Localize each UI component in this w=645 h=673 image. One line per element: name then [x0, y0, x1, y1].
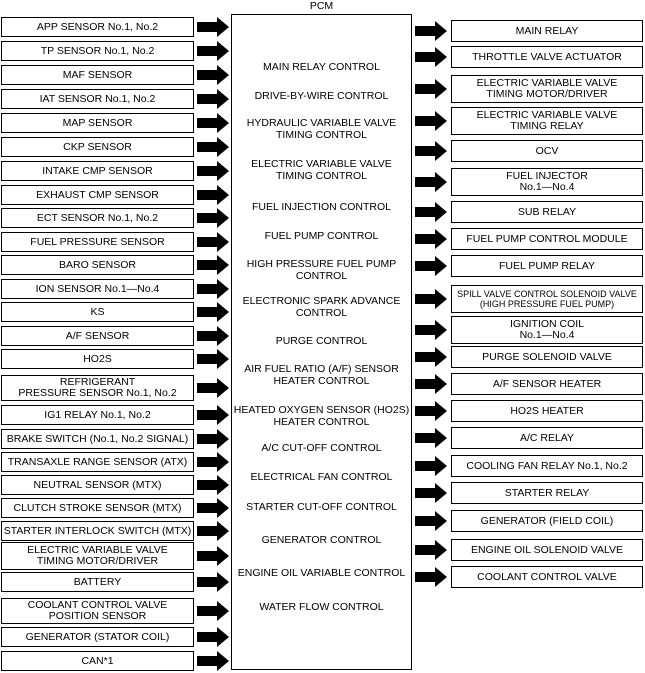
input-box: TP SENSOR No.1, No.2: [1, 41, 194, 61]
output-box: ENGINE OIL SOLENOID VALVE: [451, 539, 643, 561]
input-box: CKP SENSOR: [1, 137, 194, 157]
input-arrow-icon: [197, 65, 229, 85]
input-box: FUEL PRESSURE SENSOR: [1, 232, 194, 252]
input-arrow-icon: [197, 113, 229, 133]
output-box: A/F SENSOR HEATER: [451, 373, 643, 395]
output-box: FUEL INJECTOR No.1—No.4: [451, 168, 643, 196]
output-arrow-icon: [415, 79, 447, 99]
pcm-control-label: HEATED OXYGEN SENSOR (HO2S) HEATER CONTROL: [233, 404, 410, 428]
input-box: HO2S: [1, 349, 194, 369]
output-box: FUEL PUMP RELAY: [451, 255, 643, 277]
input-box: CLUTCH STROKE SENSOR (MTX): [1, 498, 194, 518]
pcm-control-label: WATER FLOW CONTROL: [259, 601, 384, 613]
output-arrow-icon: [415, 47, 447, 67]
pcm-control-label: HIGH PRESSURE FUEL PUMP CONTROL: [246, 258, 397, 282]
pcm-control-label: HYDRAULIC VARIABLE VALVE TIMING CONTROL: [246, 117, 397, 141]
output-box: MAIN RELAY: [451, 20, 643, 42]
output-arrow-icon: [415, 567, 447, 587]
input-box: ION SENSOR No.1—No.4: [1, 279, 194, 299]
output-box: HO2S HEATER: [451, 400, 643, 422]
input-arrow-icon: [197, 41, 229, 61]
output-arrow-icon: [415, 111, 447, 131]
pcm-title: PCM: [309, 0, 334, 12]
output-box: COOLING FAN RELAY No.1, No.2: [451, 455, 643, 477]
input-arrow-icon: [197, 601, 229, 621]
input-arrow-icon: [197, 651, 229, 671]
input-arrow-icon: [197, 546, 229, 566]
output-arrow-icon: [415, 456, 447, 476]
input-arrow-icon: [197, 429, 229, 449]
input-box: KS: [1, 302, 194, 322]
pcm-control-label: FUEL PUMP CONTROL: [264, 230, 379, 242]
output-box: ELECTRIC VARIABLE VALVE TIMING RELAY: [451, 107, 643, 135]
input-arrow-icon: [197, 137, 229, 157]
input-box: IG1 RELAY No.1, No.2: [1, 405, 194, 425]
pcm-control-label: GENERATOR CONTROL: [261, 534, 382, 546]
input-box: CAN*1: [1, 651, 194, 671]
output-box: COOLANT CONTROL VALVE: [451, 566, 643, 588]
pcm-control-label: ELECTRIC VARIABLE VALVE TIMING CONTROL: [251, 158, 392, 182]
input-box: BARO SENSOR: [1, 255, 194, 275]
input-box: EXHAUST CMP SENSOR: [1, 185, 194, 205]
input-box: NEUTRAL SENSOR (MTX): [1, 475, 194, 495]
output-box: IGNITION COIL No.1—No.4: [451, 316, 643, 344]
input-arrow-icon: [197, 255, 229, 275]
output-arrow-icon: [415, 229, 447, 249]
input-arrow-icon: [197, 349, 229, 369]
pcm-control-label: STARTER CUT-OFF CONTROL: [246, 501, 397, 513]
input-arrow-icon: [197, 452, 229, 472]
pcm-control-label: FUEL INJECTION CONTROL: [251, 201, 392, 213]
input-box: INTAKE CMP SENSOR: [1, 161, 194, 181]
output-box: A/C RELAY: [451, 427, 643, 449]
output-arrow-icon: [415, 511, 447, 531]
input-box: COOLANT CONTROL VALVE POSITION SENSOR: [1, 598, 194, 624]
output-arrow-icon: [415, 21, 447, 41]
input-arrow-icon: [197, 627, 229, 647]
input-box: MAF SENSOR: [1, 65, 194, 85]
input-arrow-icon: [197, 161, 229, 181]
input-box: TRANSAXLE RANGE SENSOR (ATX): [1, 452, 194, 472]
pcm-control-label: AIR FUEL RATIO (A/F) SENSOR HEATER CONTROL: [244, 363, 399, 387]
pcm-control-label: MAIN RELAY CONTROL: [263, 61, 380, 73]
output-arrow-icon: [415, 347, 447, 367]
input-arrow-icon: [197, 326, 229, 346]
input-arrow-icon: [197, 475, 229, 495]
input-box: ECT SENSOR No.1, No.2: [1, 208, 194, 228]
output-arrow-icon: [415, 483, 447, 503]
input-box: IAT SENSOR No.1, No.2: [1, 89, 194, 109]
output-arrow-icon: [415, 289, 447, 309]
pcm-control-label: ELECTRICAL FAN CONTROL: [250, 471, 393, 483]
output-arrow-icon: [415, 540, 447, 560]
pcm-control-label: PURGE CONTROL: [275, 335, 368, 347]
input-arrow-icon: [197, 378, 229, 398]
input-arrow-icon: [197, 302, 229, 322]
input-box: GENERATOR (STATOR COIL): [1, 627, 194, 647]
input-arrow-icon: [197, 498, 229, 518]
output-arrow-icon: [415, 172, 447, 192]
pcm-control-label: ENGINE OIL VARIABLE CONTROL: [237, 567, 406, 579]
input-box: BRAKE SWITCH (No.1, No.2 SIGNAL): [1, 429, 194, 449]
input-box: ELECTRIC VARIABLE VALVE TIMING MOTOR/DRIVER: [1, 542, 194, 570]
output-box: PURGE SOLENOID VALVE: [451, 346, 643, 368]
output-arrow-icon: [415, 202, 447, 222]
output-box: SPILL VALVE CONTROL SOLENOID VALVE (HIGH PRESSURE FUEL PUMP): [451, 285, 643, 313]
output-arrow-icon: [415, 320, 447, 340]
output-box: STARTER RELAY: [451, 482, 643, 504]
pcm-control-label: A/C CUT-OFF CONTROL: [261, 442, 382, 454]
pcm-control-label: ELECTRONIC SPARK ADVANCE CONTROL: [242, 295, 401, 319]
input-arrow-icon: [197, 572, 229, 592]
output-box: OCV: [451, 140, 643, 162]
input-box: BATTERY: [1, 572, 194, 592]
input-arrow-icon: [197, 17, 229, 37]
input-arrow-icon: [197, 232, 229, 252]
output-box: FUEL PUMP CONTROL MODULE: [451, 228, 643, 250]
output-arrow-icon: [415, 256, 447, 276]
output-arrow-icon: [415, 374, 447, 394]
input-box: APP SENSOR No.1, No.2: [1, 17, 194, 37]
output-box: ELECTRIC VARIABLE VALVE TIMING MOTOR/DRIVER: [451, 75, 643, 103]
input-arrow-icon: [197, 521, 229, 541]
output-arrow-icon: [415, 428, 447, 448]
output-box: SUB RELAY: [451, 201, 643, 223]
output-box: GENERATOR (FIELD COIL): [451, 510, 643, 532]
input-box: A/F SENSOR: [1, 326, 194, 346]
output-arrow-icon: [415, 141, 447, 161]
pcm-control-label: DRIVE-BY-WIRE CONTROL: [254, 90, 389, 102]
output-box: THROTTLE VALVE ACTUATOR: [451, 46, 643, 68]
input-box: STARTER INTERLOCK SWITCH (MTX): [1, 521, 194, 541]
input-arrow-icon: [197, 185, 229, 205]
output-arrow-icon: [415, 401, 447, 421]
input-arrow-icon: [197, 208, 229, 228]
input-arrow-icon: [197, 405, 229, 425]
input-arrow-icon: [197, 279, 229, 299]
input-box: MAP SENSOR: [1, 113, 194, 133]
input-arrow-icon: [197, 89, 229, 109]
input-box: REFRIGERANT PRESSURE SENSOR No.1, No.2: [1, 375, 194, 401]
